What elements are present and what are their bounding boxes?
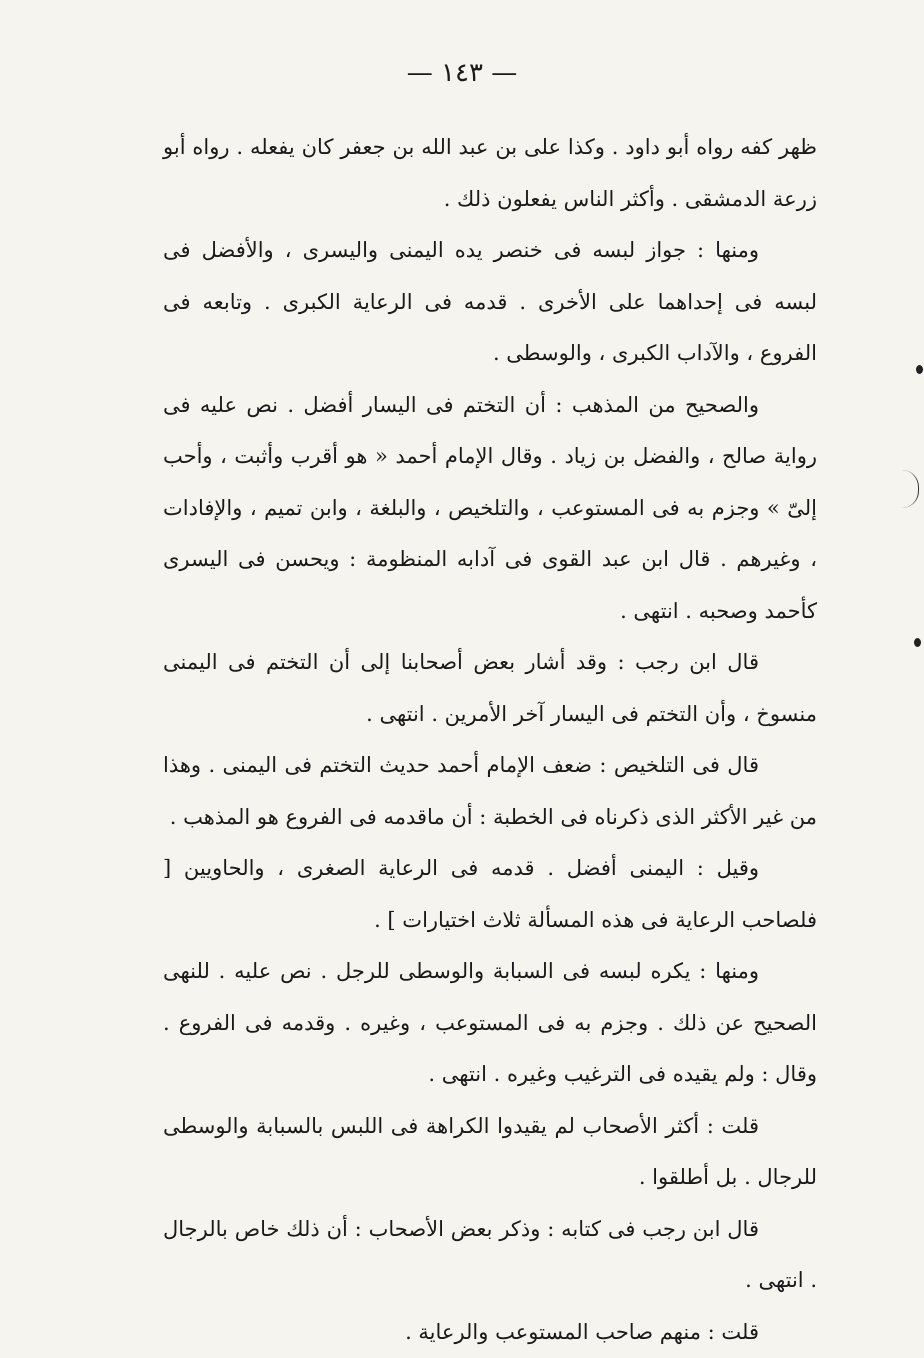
paragraph-9: قال ابن رجب فى كتابه : وذكر بعض الأصحاب : أن ذلك خاص بالرجال . انتهى . [163, 1204, 817, 1307]
margin-stroke [902, 470, 919, 508]
scan-speck-upper [916, 365, 923, 374]
paragraph-3: والصحيح من المذهب : أن التختم فى اليسار أفضل . نص عليه فى رواية صالح ، والفضل بن زياد . وقال الإمام أحمد « هو أقرب وأثبت ، وأحب إلىّ » وجزم به فى المستوعب ، والتلخيص ، والبلغة ، وابن تميم ، والإفادات ، وغيرهم . قال ابن عبد القوى فى آدابه المنظومة : ويحسن فى اليسرى كأحمد وصحبه . انتهى . [163, 380, 817, 638]
page-number: — ١٤٣ — [0, 58, 924, 88]
paragraph-8: قلت : أكثر الأصحاب لم يقيدوا الكراهة فى اللبس بالسبابة والوسطى للرجال . بل أطلقوا . [163, 1101, 817, 1204]
paragraph-1: ظهر كفه رواه أبو داود . وكذا على بن عبد الله بن جعفر كان يفعله . رواه أبو زرعة الدمشقى . وأكثر الناس يفعلون ذلك . [163, 122, 817, 225]
paragraph-5: قال فى التلخيص : ضعف الإمام أحمد حديث التختم فى اليمنى . وهذا من غير الأكثر الذى ذكرناه فى الخطبة : أن ماقدمه فى الفروع هو المذهب . [163, 740, 817, 843]
paragraph-2: ومنها : جواز لبسه فى خنصر يده اليمنى واليسرى ، والأفضل فى لبسه فى إحداهما على الأخرى . قدمه فى الرعاية الكبرى . وتابعه فى الفروع ، والآداب الكبرى ، والوسطى . [163, 225, 817, 380]
scan-speck-lower [914, 638, 921, 647]
paragraph-7: ومنها : يكره لبسه فى السبابة والوسطى للرجل . نص عليه . للنهى الصحيح عن ذلك . وجزم به فى المستوعب ، وغيره . وقدمه فى الفروع . وقال : ولم يقيده فى الترغيب وغيره . انتهى . [163, 946, 817, 1101]
paragraph-6: وقيل : اليمنى أفضل . قدمه فى الرعاية الصغرى ، والحاويين [ فلصاحب الرعاية فى هذه المسألة ثلاث اختيارات ] . [163, 843, 817, 946]
paragraph-10: قلت : منهم صاحب المستوعب والرعاية . [163, 1307, 817, 1358]
paragraph-4: قال ابن رجب : وقد أشار بعض أصحابنا إلى أن التختم فى اليمنى منسوخ ، وأن التختم فى اليسار آخر الأمرين . انتهى . [163, 637, 817, 740]
body-text [163, 122, 817, 1358]
